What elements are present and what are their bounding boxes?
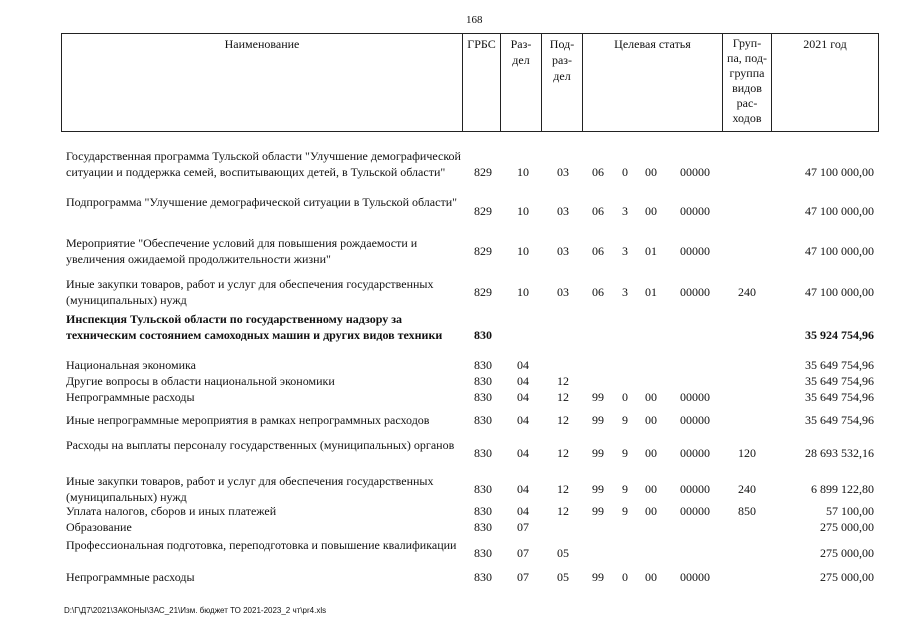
row-amount: 35 649 754,96 (805, 358, 874, 372)
row-target-subprogram: 3 (622, 244, 628, 258)
row-target-subprogram: 3 (622, 204, 628, 218)
row-name: Уплата налогов, сборов и иных платежей (66, 504, 277, 518)
row-grbs: 830 (474, 504, 492, 518)
row-name: Образование (66, 520, 132, 534)
row-target-direction: 00 (645, 482, 657, 496)
row-podrazdel: 05 (557, 546, 569, 560)
header-podrazdel: Под- раз- дел (549, 37, 575, 83)
row-target-code: 00000 (680, 285, 710, 299)
header-year: 2021 год (803, 37, 847, 51)
row-name: Непрограммные расходы (66, 570, 195, 584)
row-podrazdel: 12 (557, 390, 569, 404)
row-target-direction: 00 (645, 413, 657, 427)
row-target-code: 00000 (680, 244, 710, 258)
row-expense-group: 850 (738, 504, 756, 518)
row-target-subprogram: 0 (622, 390, 628, 404)
row-razdel: 10 (517, 244, 529, 258)
row-target-program: 99 (592, 570, 604, 584)
row-grbs: 830 (474, 570, 492, 584)
row-target-subprogram: 3 (622, 285, 628, 299)
row-razdel: 04 (517, 482, 529, 496)
row-razdel: 07 (517, 570, 529, 584)
row-target-program: 06 (592, 204, 604, 218)
row-name: Подпрограмма "Улучшение демографической ситуации в Тульской области" (66, 195, 458, 209)
row-target-code: 00000 (680, 570, 710, 584)
row-target-program: 06 (592, 165, 604, 179)
row-razdel: 04 (517, 390, 529, 404)
row-razdel: 04 (517, 358, 529, 372)
row-target-program: 06 (592, 285, 604, 299)
row-grbs: 830 (474, 520, 492, 534)
row-target-code: 00000 (680, 446, 710, 460)
row-amount: 275 000,00 (820, 570, 874, 584)
row-grbs: 829 (474, 165, 492, 179)
row-target-subprogram: 9 (622, 504, 628, 518)
row-grbs: 830 (474, 546, 492, 560)
row-grbs: 830 (474, 446, 492, 460)
page-number: 168 (466, 14, 483, 26)
row-amount: 35 924 754,96 (805, 328, 874, 342)
row-amount: 47 100 000,00 (805, 165, 874, 179)
header-grbs: ГРБС (467, 37, 496, 51)
header-group: Груп- па, под- группа видов рас- ходов (727, 36, 767, 125)
row-podrazdel: 03 (557, 165, 569, 179)
row-grbs: 830 (474, 413, 492, 427)
row-name: Профессиональная подготовка, переподготовка и повышение квалификации (66, 538, 457, 552)
row-target-direction: 00 (645, 204, 657, 218)
row-target-code: 00000 (680, 413, 710, 427)
row-target-direction: 00 (645, 390, 657, 404)
row-target-direction: 01 (645, 244, 657, 258)
row-podrazdel: 12 (557, 374, 569, 388)
row-grbs: 829 (474, 285, 492, 299)
row-podrazdel: 05 (557, 570, 569, 584)
row-razdel: 07 (517, 520, 529, 534)
row-name: Государственная программа Тульской области "Улучшение демографической ситуации и поддержка семей, воспитывающих детей, в Тульской области" (66, 149, 461, 179)
row-amount: 47 100 000,00 (805, 285, 874, 299)
row-grbs: 830 (474, 358, 492, 372)
row-target-program: 99 (592, 390, 604, 404)
row-grbs: 830 (474, 328, 492, 342)
row-target-subprogram: 9 (622, 413, 628, 427)
header-name: Наименование (224, 37, 300, 51)
row-expense-group: 120 (738, 446, 756, 460)
row-name: Мероприятие "Обеспечение условий для повышения рождаемости и увеличения ожидаемой продолжительности жизни" (66, 236, 418, 266)
row-target-program: 99 (592, 446, 604, 460)
row-razdel: 04 (517, 446, 529, 460)
row-amount: 47 100 000,00 (805, 204, 874, 218)
row-razdel: 10 (517, 285, 529, 299)
row-razdel: 10 (517, 165, 529, 179)
row-name: Иные закупки товаров, работ и услуг для обеспечения государственных (муниципальных) нужд (66, 474, 434, 504)
row-grbs: 829 (474, 204, 492, 218)
row-podrazdel: 03 (557, 285, 569, 299)
row-amount: 6 899 122,80 (811, 482, 874, 496)
row-razdel: 04 (517, 413, 529, 427)
row-grbs: 829 (474, 244, 492, 258)
row-grbs: 830 (474, 390, 492, 404)
row-amount: 57 100,00 (826, 504, 874, 518)
row-amount: 28 693 532,16 (805, 446, 874, 460)
row-amount: 275 000,00 (820, 520, 874, 534)
row-podrazdel: 12 (557, 413, 569, 427)
row-expense-group: 240 (738, 285, 756, 299)
row-podrazdel: 12 (557, 482, 569, 496)
row-podrazdel: 12 (557, 446, 569, 460)
row-target-direction: 00 (645, 504, 657, 518)
row-target-code: 00000 (680, 165, 710, 179)
header-razdel: Раз- дел (510, 37, 532, 67)
row-name: Инспекция Тульской области по государственному надзору за техническим состоянием самоходных машин и других видов техники (66, 312, 443, 342)
row-name: Национальная экономика (66, 358, 196, 372)
row-name: Иные непрограммные мероприятия в рамках непрограммных расходов (66, 413, 430, 427)
row-target-subprogram: 9 (622, 482, 628, 496)
row-amount: 35 649 754,96 (805, 374, 874, 388)
row-target-code: 00000 (680, 504, 710, 518)
row-target-direction: 00 (645, 570, 657, 584)
row-expense-group: 240 (738, 482, 756, 496)
row-target-direction: 01 (645, 285, 657, 299)
row-razdel: 04 (517, 374, 529, 388)
row-target-program: 99 (592, 482, 604, 496)
row-razdel: 04 (517, 504, 529, 518)
row-name: Иные закупки товаров, работ и услуг для обеспечения государственных (муниципальных) нужд (66, 277, 434, 307)
row-target-code: 00000 (680, 204, 710, 218)
row-razdel: 10 (517, 204, 529, 218)
row-podrazdel: 03 (557, 244, 569, 258)
row-target-direction: 00 (645, 446, 657, 460)
row-target-subprogram: 0 (622, 165, 628, 179)
row-target-code: 00000 (680, 482, 710, 496)
row-amount: 35 649 754,96 (805, 390, 874, 404)
row-name: Непрограммные расходы (66, 390, 195, 404)
row-razdel: 07 (517, 546, 529, 560)
row-amount: 47 100 000,00 (805, 244, 874, 258)
row-grbs: 830 (474, 374, 492, 388)
row-amount: 35 649 754,96 (805, 413, 874, 427)
row-podrazdel: 12 (557, 504, 569, 518)
row-target-program: 06 (592, 244, 604, 258)
file-path: D:\Г\Д7\2021\ЗАКОНЫ\ЗАС_21\Изм. бюджет ТО 2021-2023_2 чт\pr4.xls (64, 606, 327, 615)
row-grbs: 830 (474, 482, 492, 496)
row-podrazdel: 03 (557, 204, 569, 218)
row-target-direction: 00 (645, 165, 657, 179)
row-target-subprogram: 0 (622, 570, 628, 584)
row-target-code: 00000 (680, 390, 710, 404)
row-name: Расходы на выплаты персоналу государственных (муниципальных) органов (66, 438, 455, 452)
row-target-program: 99 (592, 413, 604, 427)
row-amount: 275 000,00 (820, 546, 874, 560)
header-target: Целевая статья (614, 37, 691, 51)
row-target-subprogram: 9 (622, 446, 628, 460)
row-target-program: 99 (592, 504, 604, 518)
row-name: Другие вопросы в области национальной экономики (66, 374, 335, 388)
